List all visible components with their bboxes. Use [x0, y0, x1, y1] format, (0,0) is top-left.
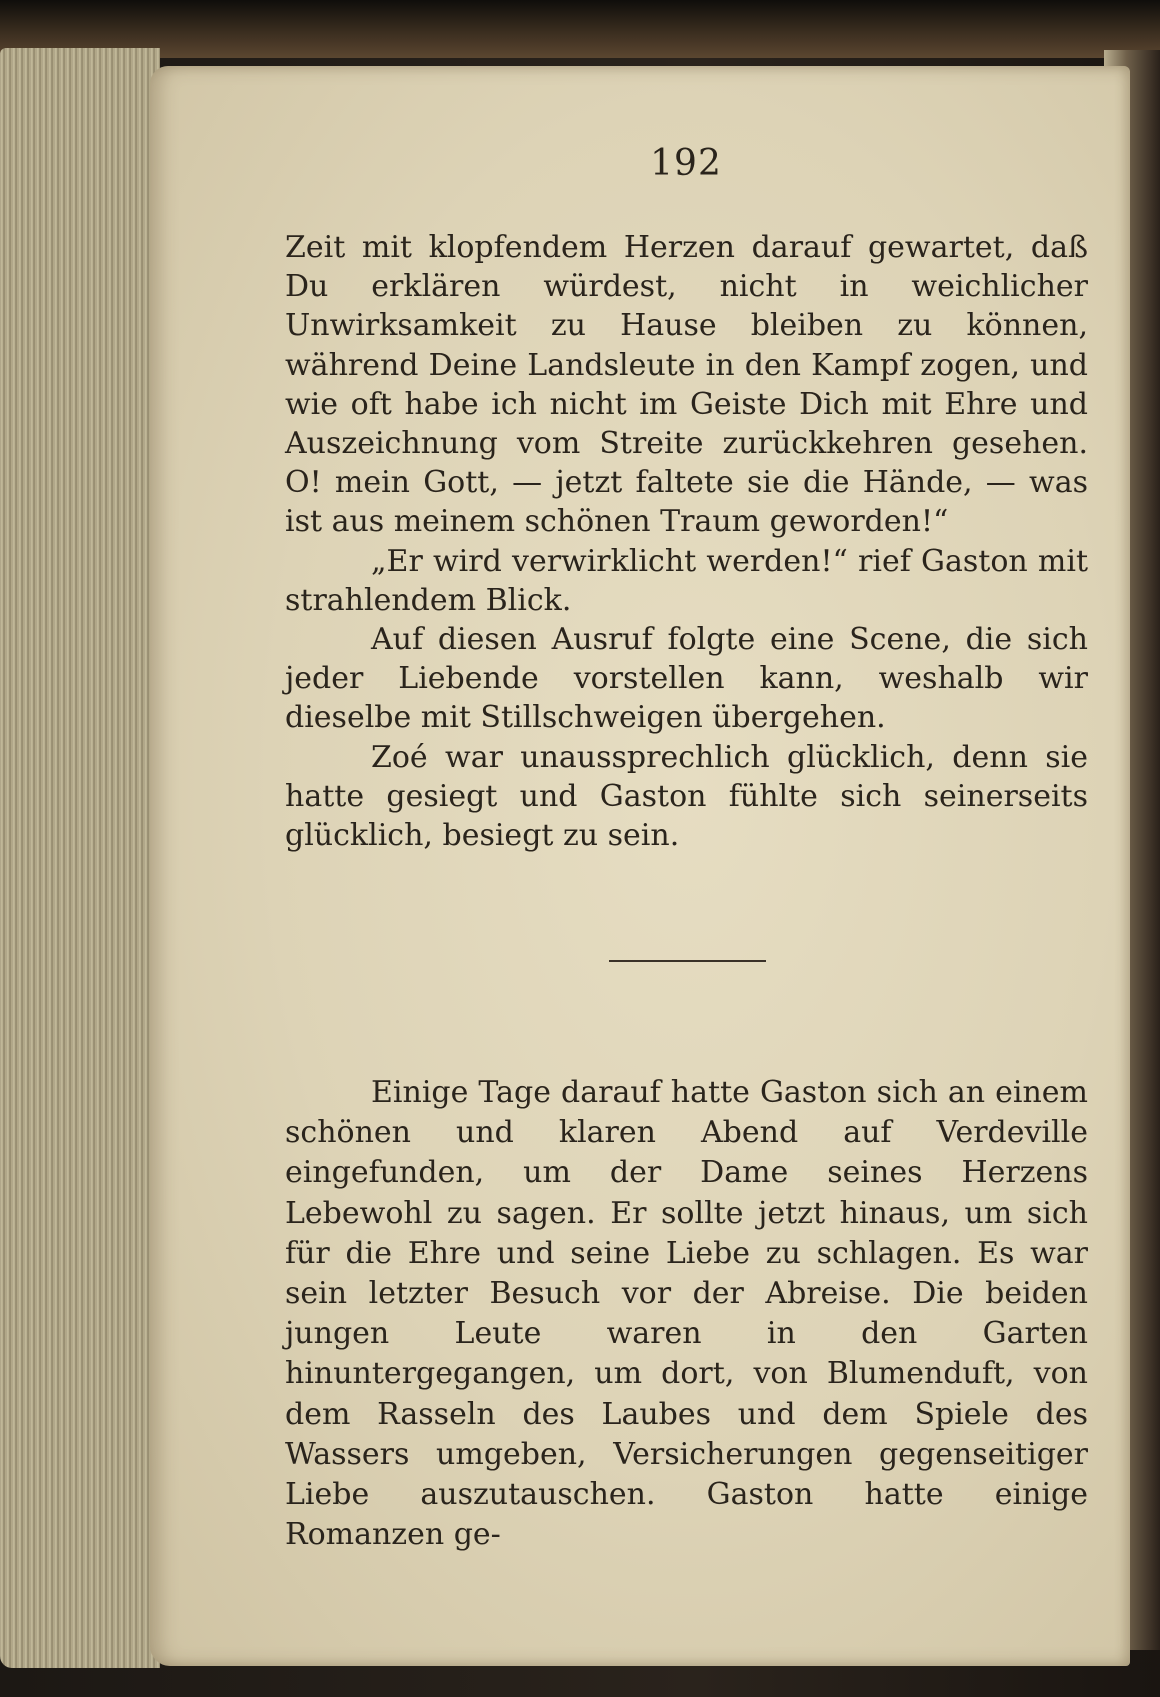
paragraph: Zoé war unaussprechlich glücklich, denn sie hatte gesiegt und Gaston fühlte sich seinerseits glücklich, besiegt zu sein. — [285, 739, 1088, 854]
text-block-2 — [285, 1073, 1088, 1555]
paragraph: Einige Tage darauf hatte Gaston sich an einem schönen und klaren Abend auf Verdeville eingefunden, um der Dame seines Herzens Lebewohl zu sagen. Er sollte jetzt hinaus, um sich für die Ehre und seine Liebe zu schlagen. Es war sein letzter Besuch vor der Abreise. Die beiden jungen Leute waren in den Garten hinuntergegangen, um dort, von Blumenduft, von dem Rasseln des Laubes und dem Spiele des Wassers umgeben, Versicherungen gegenseitiger Liebe auszutauschen. Gaston hatte einige Romanzen ge- — [285, 1075, 1088, 1553]
paragraph: Zeit mit klopfendem Herzen darauf gewartet, daß Du erklären würdest, nicht in weichlicher Unwirksamkeit zu Hause bleiben zu können, während Deine Landsleute in den Kampf zogen, und wie oft habe ich nicht im Geiste Dich mit Ehre und Auszeichnung vom Streite zurückkehren gesehen. O! mein Gott, — jetzt faltete sie die Hände, — was ist aus meinem schönen Traum geworden!“ — [285, 230, 1088, 540]
page-stack-left — [0, 48, 160, 1668]
text-block-1 — [285, 228, 1088, 855]
paragraph: Auf diesen Ausruf folgte eine Scene, die sich jeder Liebende vorstellen kann, weshalb wir dieselbe mit Stillschweigen übergehen. — [285, 622, 1088, 736]
paragraph: „Er wird verwirklicht werden!“ rief Gaston mit strahlendem Blick. — [285, 543, 1088, 618]
section-divider — [609, 960, 766, 962]
book-top-edge — [0, 0, 1160, 58]
page-number: 192 — [650, 143, 722, 184]
